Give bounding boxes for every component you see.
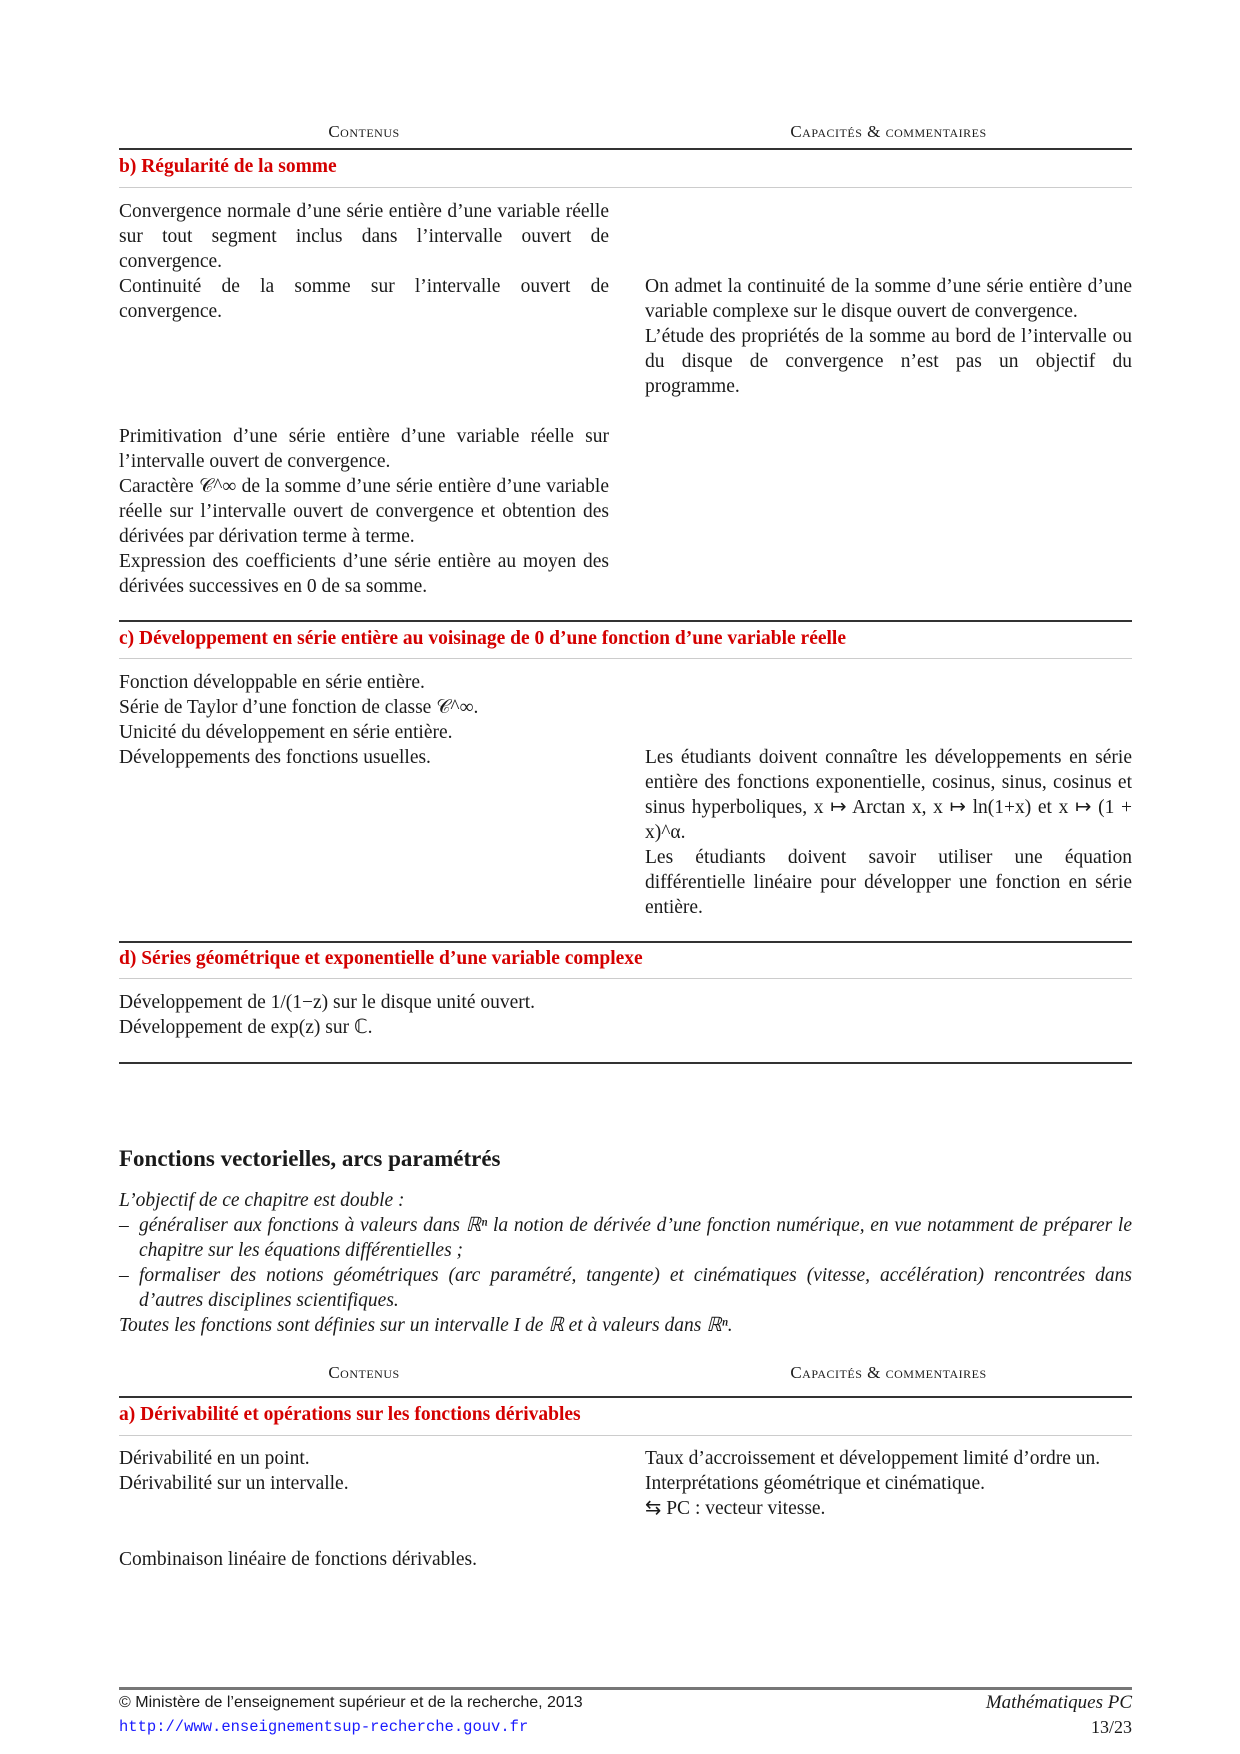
paragraph: Développement de exp(z) sur ℂ. [119, 1017, 373, 1038]
section-c-left [119, 670, 609, 770]
table-end-rule [119, 1062, 1132, 1064]
paragraph: Développements des fonctions usuelles. [119, 747, 431, 768]
page-number: 13/23 [1090, 1717, 1132, 1737]
section-rule [119, 620, 1132, 622]
header-rule [119, 1396, 1132, 1398]
bullet-item: – généraliser aux fonctions à valeurs dans ℝⁿ la notion de dérivée d’une fonction numérique, en vue notamment de préparer le chapitre sur les équations différentielles ; [119, 1215, 1132, 1261]
paragraph: Les étudiants doivent savoir utiliser une équation différentielle linéaire pour développer une fonction en série entière. [645, 847, 1132, 918]
bullet-item: – formaliser des notions géométriques (arc paramétré, tangente) et cinématiques (vitesse, accélération) rencontrées dans d’autres disciplines scientifiques. [119, 1265, 1132, 1311]
paragraph: On admet la continuité de la somme d’une série entière d’une variable complexe sur le disque ouvert de convergence. [645, 276, 1132, 322]
footer-copyright: © Ministère de l’enseignement supérieur et de la recherche, 2013 [119, 1694, 583, 1711]
outro-text: Toutes les fonctions sont définies sur un intervalle I de ℝ et à valeurs dans ℝⁿ. [119, 1315, 733, 1336]
section-d-title: d) Séries géométrique et exponentielle d’une variable complexe [119, 948, 643, 969]
paragraph: Combinaison linéaire de fonctions dérivables. [119, 1549, 477, 1570]
column-header-capacities: Capacités & commentaires [790, 1363, 987, 1382]
bullet-text: généraliser aux fonctions à valeurs dans ℝⁿ la notion de dérivée d’une fonction numérique, en vue notamment de préparer le chapitre sur les équations différentielles ; [139, 1215, 1132, 1261]
section-b-title: b) Régularité de la somme [119, 156, 337, 177]
section-divider [119, 978, 1132, 979]
section-a-left-1 [119, 1446, 609, 1496]
section-b-left-3 [119, 424, 609, 599]
column-header-contents: Contenus [328, 1363, 400, 1382]
section-c-right [645, 745, 1132, 920]
paragraph: Fonction développable en série entière. [119, 672, 425, 693]
paragraph: Taux d’accroissement et développement limité d’ordre un. [645, 1448, 1101, 1469]
intro-text: L’objectif de ce chapitre est double : [119, 1190, 405, 1211]
paragraph: Continuité de la somme sur l’intervalle ouvert de convergence. [119, 276, 609, 322]
column-header-capacities: Capacités & commentaires [790, 122, 987, 141]
footer-rule [119, 1687, 1132, 1690]
footer-url-link[interactable]: http://www.enseignementsup-recherche.gouv.fr [119, 1718, 529, 1736]
footer-subject: Mathématiques PC [985, 1692, 1132, 1713]
paragraph: Unicité du développement en série entière. [119, 722, 453, 743]
section-a-right-1 [645, 1446, 1132, 1521]
paragraph: Primitivation d’une série entière d’une variable réelle sur l’intervalle ouvert de convergence. [119, 426, 609, 472]
paragraph: Développement de 1/(1−z) sur le disque unité ouvert. [119, 992, 536, 1013]
section-d-left [119, 990, 609, 1040]
paragraph: Caractère 𝒞^∞ de la somme d’une série entière d’une variable réelle sur l’intervalle ouvert de convergence et obtention des dérivées par dérivation terme à terme. [119, 476, 609, 547]
section-divider [119, 187, 1132, 188]
section-divider [119, 658, 1132, 659]
chapter-intro [119, 1188, 1132, 1338]
section-b-right-1 [645, 274, 1132, 399]
section-a-left-2 [119, 1547, 609, 1572]
section-b-left-1 [119, 199, 609, 274]
chapter-title: Fonctions vectorielles, arcs paramétrés [119, 1146, 501, 1171]
section-divider [119, 1435, 1132, 1436]
paragraph: Série de Taylor d’une fonction de classe 𝒞^∞. [119, 697, 479, 718]
paragraph: L’étude des propriétés de la somme au bord de l’intervalle ou du disque de convergence n’est pas un objectif du programme. [645, 326, 1132, 397]
section-b-left-2 [119, 274, 609, 324]
header-rule [119, 148, 1132, 150]
section-a-title: a) Dérivabilité et opérations sur les fonctions dérivables [119, 1404, 581, 1425]
cross-reference-pc: ⇆ PC : vecteur vitesse. [645, 1498, 826, 1519]
paragraph: Interprétations géométrique et cinématique. [645, 1473, 986, 1494]
bullet-text: formaliser des notions géométriques (arc paramétré, tangente) et cinématiques (vitesse, accélération) rencontrées dans d’autres disciplines scientifiques. [139, 1265, 1132, 1311]
paragraph: Dérivabilité sur un intervalle. [119, 1473, 349, 1494]
paragraph: Dérivabilité en un point. [119, 1448, 310, 1469]
section-c-title: c) Développement en série entière au voisinage de 0 d’une fonction d’une variable réelle [119, 628, 846, 649]
paragraph: Les étudiants doivent connaître les développements en série entière des fonctions exponentielle, cosinus, sinus, cosinus et sinus hyperboliques, x ↦ Arctan x, x ↦ ln(1+x) et x ↦ (1 + x)^α. [645, 747, 1132, 843]
column-header-contents: Contenus [328, 122, 400, 141]
section-rule [119, 941, 1132, 943]
paragraph: Expression des coefficients d’une série entière au moyen des dérivées successives en 0 de sa somme. [119, 551, 609, 597]
paragraph: Convergence normale d’une série entière d’une variable réelle sur tout segment inclus dans l’intervalle ouvert de convergence. [119, 201, 609, 272]
